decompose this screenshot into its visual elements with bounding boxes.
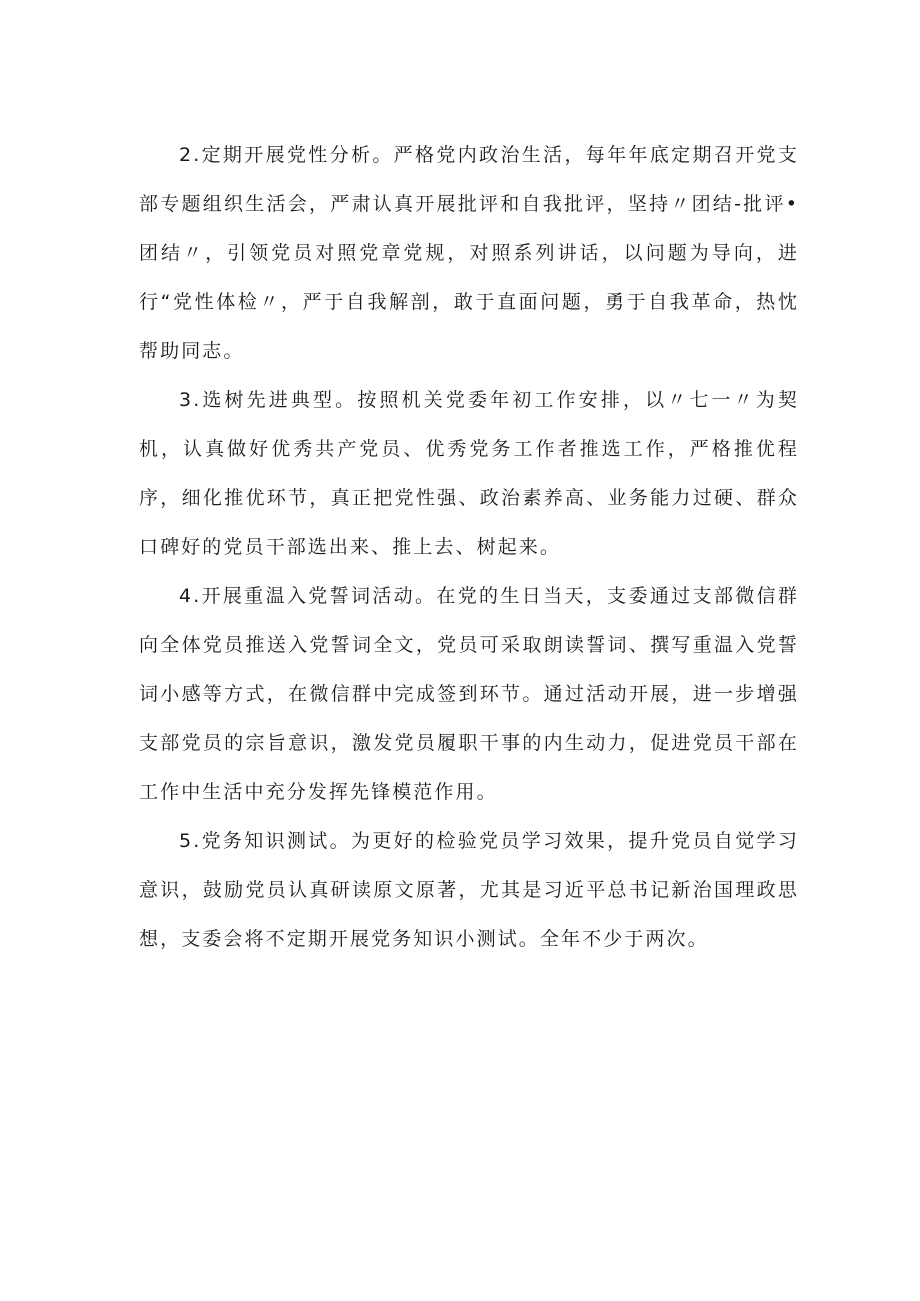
paragraph-item-3: 3.选树先进典型。按照机关党委年初工作安排，以〃七一〃为契机，认真做好优秀共产党员、优秀党务工作者推选工作，严格推优程序，细化推优环节，真正把党性强、政治素养高、业务能力过硬、群众口碑好的党员干部选出来、推上去、树起来。 <box>139 389 799 558</box>
paragraph-item-5: 5.党务知识测试。为更好的检验党员学习效果，提升党员自觉学习意识，鼓励党员认真研读原文原著，尤其是习近平总书记新治国理政思想，支委会将不定期开展党务知识小测试。全年不少于两次。 <box>139 830 799 950</box>
paragraph-item-2: 2.定期开展党性分析。严格党内政治生活，每年年底定期召开党支部专题组织生活会，严肃认真开展批评和自我批评，坚持〃团结-批评•团结〃，引领党员对照党章党规，对照系列讲话，以问题为导向，进行“党性体检〃，严于自我解剖，敢于直面问题，勇于自我革命，热忱帮助同志。 <box>139 144 799 362</box>
paragraph-item-4: 4.开展重温入党誓词活动。在党的生日当天，支委通过支部微信群向全体党员推送入党誓词全文，党员可采取朗读誓词、撰写重温入党誓词小感等方式，在微信群中完成签到环节。通过活动开展，进一步增强支部党员的宗旨意识，激发党员履职干事的内生动力，促进党员干部在工作中生活中充分发挥先锋模范作用。 <box>139 585 799 803</box>
document-body <box>139 131 799 964</box>
